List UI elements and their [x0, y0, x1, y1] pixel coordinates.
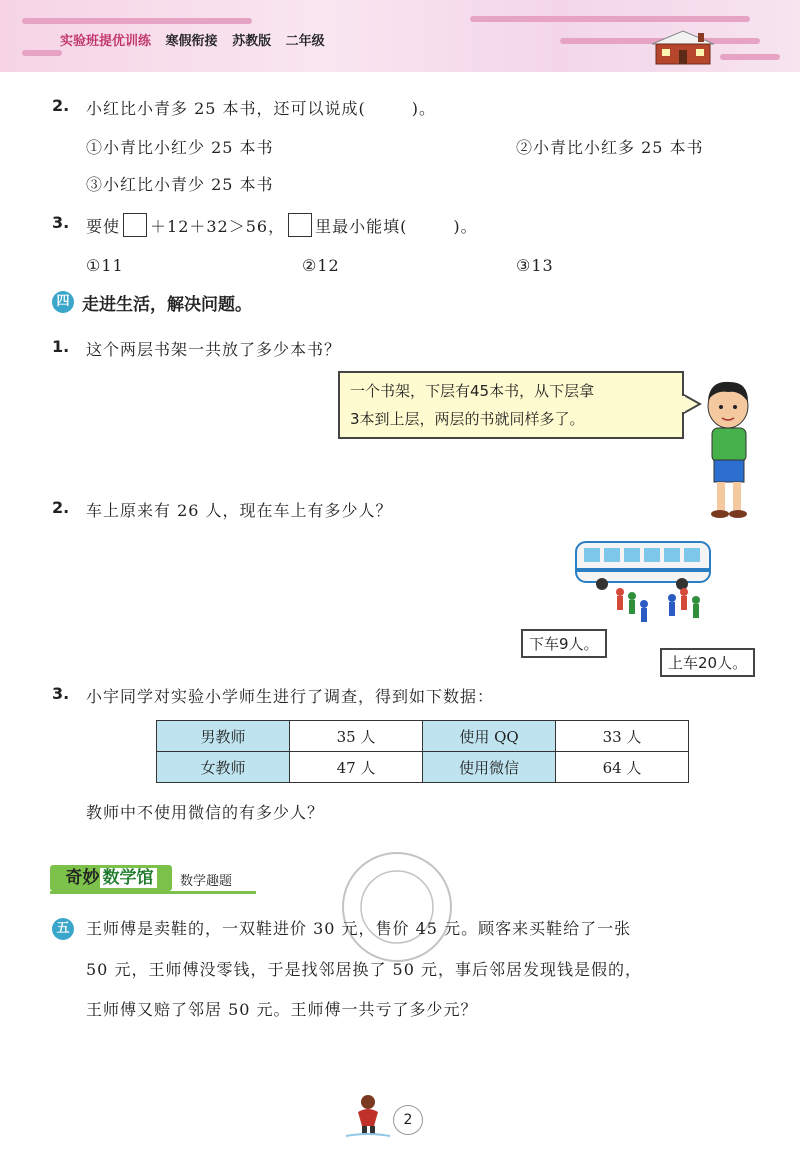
table-row [157, 752, 689, 783]
book-brand: 实验班提优训练 [60, 34, 152, 49]
question-text: ＋12＋32＞56， [150, 217, 286, 236]
bubble-line: 3本到上层，两层的书就同样多了。 [350, 410, 585, 428]
page-number: 2 [393, 1105, 423, 1135]
problem-text: 车上原来有 26 人，现在车上有多少人？ [86, 501, 393, 520]
survey-table [156, 720, 689, 783]
option-3[interactable]: ③13 [516, 256, 554, 275]
problem-text: 这个两层书架一共放了多少本书？ [86, 340, 342, 359]
watermark-stamp-icon [338, 848, 456, 966]
question-text-end: )。 [411, 99, 437, 118]
question-number: 3. [52, 213, 70, 232]
header-stripe [22, 18, 252, 24]
header-title [60, 30, 325, 49]
label-get-off: 下车9人。 [521, 629, 607, 658]
question-number: 2. [52, 96, 70, 115]
table-cell: 使用 QQ [423, 721, 556, 752]
bubble-tail [682, 392, 702, 416]
table-cell: 使用微信 [423, 752, 556, 783]
house-icon [648, 28, 718, 66]
problem-text: 小宇同学对实验小学师生进行了调查，得到如下数据： [86, 687, 495, 706]
table-cell: 33 人 [556, 721, 689, 752]
question-text: 里最小能填( [315, 217, 408, 236]
question-stem [86, 213, 478, 237]
header-stripe [720, 54, 780, 60]
table-cell: 47 人 [290, 752, 423, 783]
puzzle-line: 50 元，王师傅没零钱，于是找邻居换了 50 元，事后邻居发现钱是假的， [86, 960, 642, 979]
puzzle-line: 王师傅是卖鞋的，一双鞋进价 30 元，售价 45 元。顾客来买鞋给了一张 [86, 919, 632, 938]
bus-illustration-icon [572, 538, 714, 632]
fun-label: 奇妙 [65, 868, 100, 888]
option-3[interactable]: ③小红比小青少 25 本书 [86, 175, 274, 194]
problem-number: 3. [52, 684, 70, 703]
problem-number: 1. [52, 337, 70, 356]
option-2[interactable]: ②小青比小红多 25 本书 [516, 138, 704, 157]
puzzle-line: 王师傅又赔了邻居 50 元。王师傅一共亏了多少元？ [86, 1000, 478, 1019]
question-text: 要使 [86, 217, 121, 236]
fun-math-badge [50, 865, 172, 891]
book-edition: 苏教版 [232, 34, 272, 49]
section-badge: 四 [52, 291, 74, 313]
bubble-line: 一个书架，下层有45本书，从下层拿 [350, 382, 595, 400]
option-2[interactable]: ②12 [302, 256, 340, 275]
table-cell: 64 人 [556, 752, 689, 783]
option-1[interactable]: ①11 [86, 256, 124, 275]
speech-bubble [338, 371, 684, 439]
book-grade: 二年级 [285, 34, 325, 49]
section-badge: 五 [52, 918, 74, 940]
table-cell: 女教师 [157, 752, 290, 783]
skater-icon [344, 1092, 392, 1138]
label-get-on: 上车20人。 [660, 648, 755, 677]
problem-number: 2. [52, 498, 70, 517]
problem-question: 教师中不使用微信的有多少人？ [86, 803, 325, 822]
question-stem [86, 96, 436, 119]
question-text-end: )。 [453, 217, 478, 236]
answer-box[interactable] [288, 213, 312, 237]
table-row [157, 721, 689, 752]
header-stripe [22, 50, 62, 56]
fun-underline [50, 891, 256, 894]
option-1[interactable]: ①小青比小红少 25 本书 [86, 138, 274, 157]
table-cell: 35 人 [290, 721, 423, 752]
question-text: 小红比小青多 25 本书，还可以说成( [86, 99, 366, 118]
fun-subtitle: 数学趣题 [180, 874, 233, 889]
table-cell: 男教师 [157, 721, 290, 752]
header-stripe [470, 16, 750, 22]
answer-box[interactable] [123, 213, 147, 237]
section-title: 走进生活，解决问题。 [82, 295, 252, 315]
book-subtitle: 寒假衔接 [165, 34, 218, 49]
fun-label-highlight: 数学馆 [100, 868, 157, 888]
boy-illustration-icon [700, 376, 756, 522]
